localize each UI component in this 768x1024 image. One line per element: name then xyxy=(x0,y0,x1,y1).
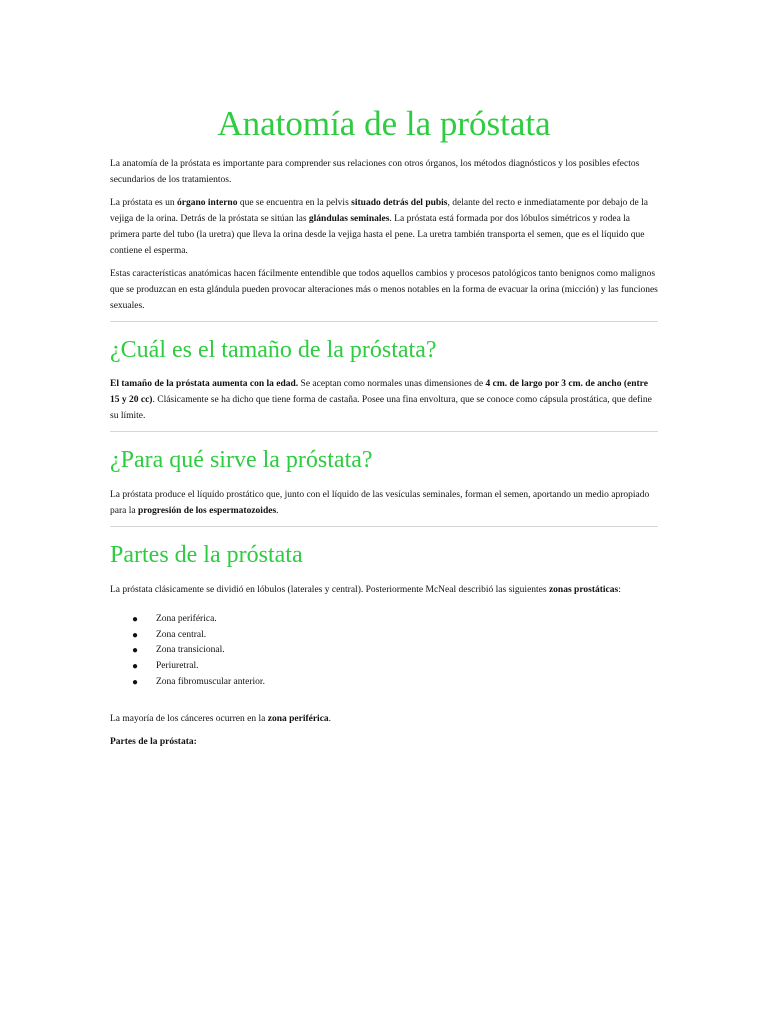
text-span: La próstata produce el líquido prostático que, junto con el líquido de las vesículas seminales, forman el semen, aportando un medio apropiado para la xyxy=(110,490,650,517)
parts-intro-paragraph xyxy=(110,582,658,598)
bullet-icon: ● xyxy=(132,613,139,625)
bold-text: 4 cm. de largo por 3 cm. de ancho (entre 15 y 20 cc) xyxy=(110,379,648,406)
bullet-icon: ● xyxy=(132,645,139,657)
bold-text: glándulas seminales xyxy=(308,213,390,224)
list-item-label: Zona fibromuscular anterior. xyxy=(156,677,265,688)
bold-text: El tamaño de la próstata aumenta con la edad. xyxy=(110,379,299,390)
bold-text: progresión de los espermatozoides xyxy=(137,506,277,517)
bold-text: situado detrás del pubis xyxy=(351,197,448,208)
list-item-label: Periuretral. xyxy=(156,661,199,672)
text-span: , delante del recto e inmediatamente por debajo de la vejiga de la orina. Detrás de la próstata se sitúan las xyxy=(110,197,648,224)
intro-paragraph-3: Estas características anatómicas hacen fácilmente entendible que todos aquellos cambios y procesos patológicos tanto benignos como malignos que se produzcan en esta glándula pueden provocar alteraciones más o menos notables en la forma de evacuar la orina (micción) y las funciones sexuales. xyxy=(110,268,658,311)
text-span: La próstata clásicamente se dividió en lóbulos (laterales y central). Posteriormente McNeal describió las siguientes xyxy=(110,584,549,595)
document-page xyxy=(110,105,658,757)
bullet-icon: ● xyxy=(132,661,139,673)
intro-paragraph-1: La anatomía de la próstata es importante para comprender sus relaciones con otros órganos, los métodos diagnósticos y los posibles efectos secundarios de los tratamientos. xyxy=(110,158,640,185)
list-item xyxy=(110,643,658,659)
bold-text: zonas prostáticas xyxy=(548,584,619,595)
page-title: Anatomía de la próstata xyxy=(217,104,551,143)
text-span: . La próstata está formada por dos lóbulos simétricos y rodea la primera parte del tubo (la uretra) que lleva la orina desde la vejiga hasta el pene. La uretra también transporta el semen, que es el líquido que contiene el esperma. xyxy=(110,213,645,256)
text-span: . xyxy=(276,506,279,517)
bold-text: zona periférica xyxy=(267,713,329,724)
section-heading-size: ¿Cuál es el tamaño de la próstata? xyxy=(110,336,437,363)
list-item-label: Zona transicional. xyxy=(156,645,225,656)
text-span: : xyxy=(618,584,621,595)
list-item xyxy=(110,628,658,644)
parts-label xyxy=(110,734,658,750)
bold-text: órgano interno xyxy=(177,197,238,208)
section-divider xyxy=(110,321,658,322)
list-item xyxy=(110,612,658,628)
section-heading-purpose: ¿Para qué sirve la próstata? xyxy=(110,447,373,474)
bullet-icon: ● xyxy=(132,629,139,641)
size-paragraph xyxy=(110,376,658,424)
list-item xyxy=(110,675,658,691)
cancer-paragraph xyxy=(110,711,658,727)
list-item xyxy=(110,659,658,675)
list-item-label: Zona central. xyxy=(156,629,207,640)
text-span: . Clásicamente se ha dicho que tiene forma de castaña. Posee una fina envoltura, que se conoce como cápsula prostática, que define su límite. xyxy=(110,395,652,422)
bold-text: Partes de la próstata: xyxy=(110,736,197,747)
zones-list xyxy=(110,612,658,691)
text-span: Se aceptan como normales unas dimensiones de xyxy=(298,379,486,390)
text-span: La mayoría de los cánceres ocurren en la xyxy=(110,713,268,724)
purpose-paragraph xyxy=(110,487,658,519)
intro-paragraph-2 xyxy=(110,195,658,259)
bullet-icon: ● xyxy=(132,677,139,689)
list-item-label: Zona periférica. xyxy=(156,613,217,624)
section-heading-parts: Partes de la próstata xyxy=(110,542,303,569)
section-divider xyxy=(110,526,658,527)
section-divider xyxy=(110,431,658,432)
text-span: que se encuentra en la pelvis xyxy=(237,197,352,208)
text-span: . xyxy=(328,713,332,724)
text-span: La próstata es un xyxy=(110,197,178,208)
